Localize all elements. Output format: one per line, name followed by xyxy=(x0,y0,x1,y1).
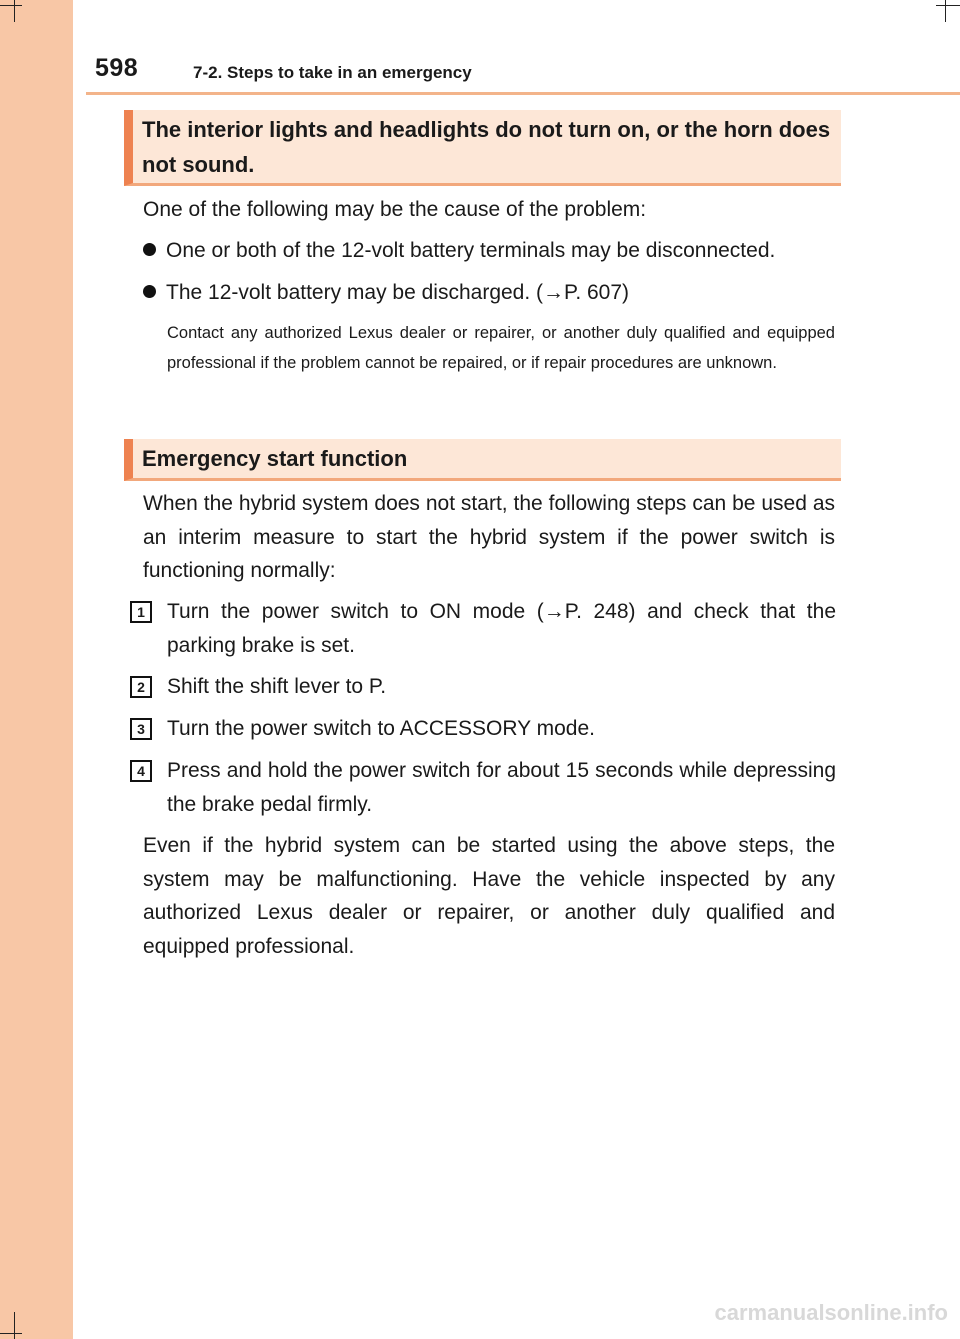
crop-mark-bottom-left xyxy=(0,1333,22,1334)
crop-mark-top-right-v xyxy=(945,0,946,22)
bullet-item xyxy=(143,234,843,268)
step-text: Turn the power switch to ACCESSORY mode. xyxy=(167,717,595,740)
crop-mark-top-left xyxy=(0,5,22,6)
step-number-badge: 3 xyxy=(130,718,152,740)
closing-paragraph: Even if the hybrid system can be started using the above steps, the system may be malfunctioning. Have the vehicle inspected by any authorized Lexus dealer or repairer, or another duly qualified and equipped professional. xyxy=(143,834,835,958)
heading-lights-horn: The interior lights and headlights do not turn on, or the horn does not sound. xyxy=(124,110,841,186)
watermark: carmanualsonline.info xyxy=(714,1300,948,1325)
step-number-badge: 2 xyxy=(130,676,152,698)
section-title: 7-2. Steps to take in an emergency xyxy=(193,63,472,82)
emergency-intro-paragraph: When the hybrid system does not start, the following steps can be used as an interim measure to start the hybrid system if the power switch is functioning normally: xyxy=(143,492,835,582)
heading-emergency-start: Emergency start function xyxy=(124,439,841,481)
crop-mark-bottom-left-v xyxy=(14,1312,15,1339)
bullet-icon xyxy=(143,285,156,298)
step-text: Shift the shift lever to P. xyxy=(167,675,387,698)
header-divider xyxy=(86,92,960,95)
bullet-item xyxy=(143,276,843,310)
note-paragraph: Contact any authorized Lexus dealer or repairer, or another duly qualified and equipped professional if the problem cannot be repaired, or if repair procedures are unknown. xyxy=(167,324,835,372)
step-number-badge: 4 xyxy=(130,760,152,782)
step-text: Press and hold the power switch for about 15 seconds while depressing the brake pedal firmly. xyxy=(167,759,836,816)
bullet-text: One or both of the 12-volt battery terminals may be disconnected. xyxy=(166,239,776,262)
bullet-text: The 12-volt battery may be discharged. (→P. 607) xyxy=(166,281,630,304)
chapter-side-tab xyxy=(0,0,73,1339)
crop-mark-top-left-v xyxy=(14,0,15,22)
step-number-badge: 1 xyxy=(130,601,152,623)
page-number: 598 xyxy=(95,54,139,82)
crop-mark-top-right xyxy=(936,5,960,6)
step-text: Turn the power switch to ON mode (→P. 248) and check that the parking brake is set. xyxy=(167,600,836,657)
bullet-icon xyxy=(143,243,156,256)
intro-paragraph: One of the following may be the cause of the problem: xyxy=(143,198,647,221)
